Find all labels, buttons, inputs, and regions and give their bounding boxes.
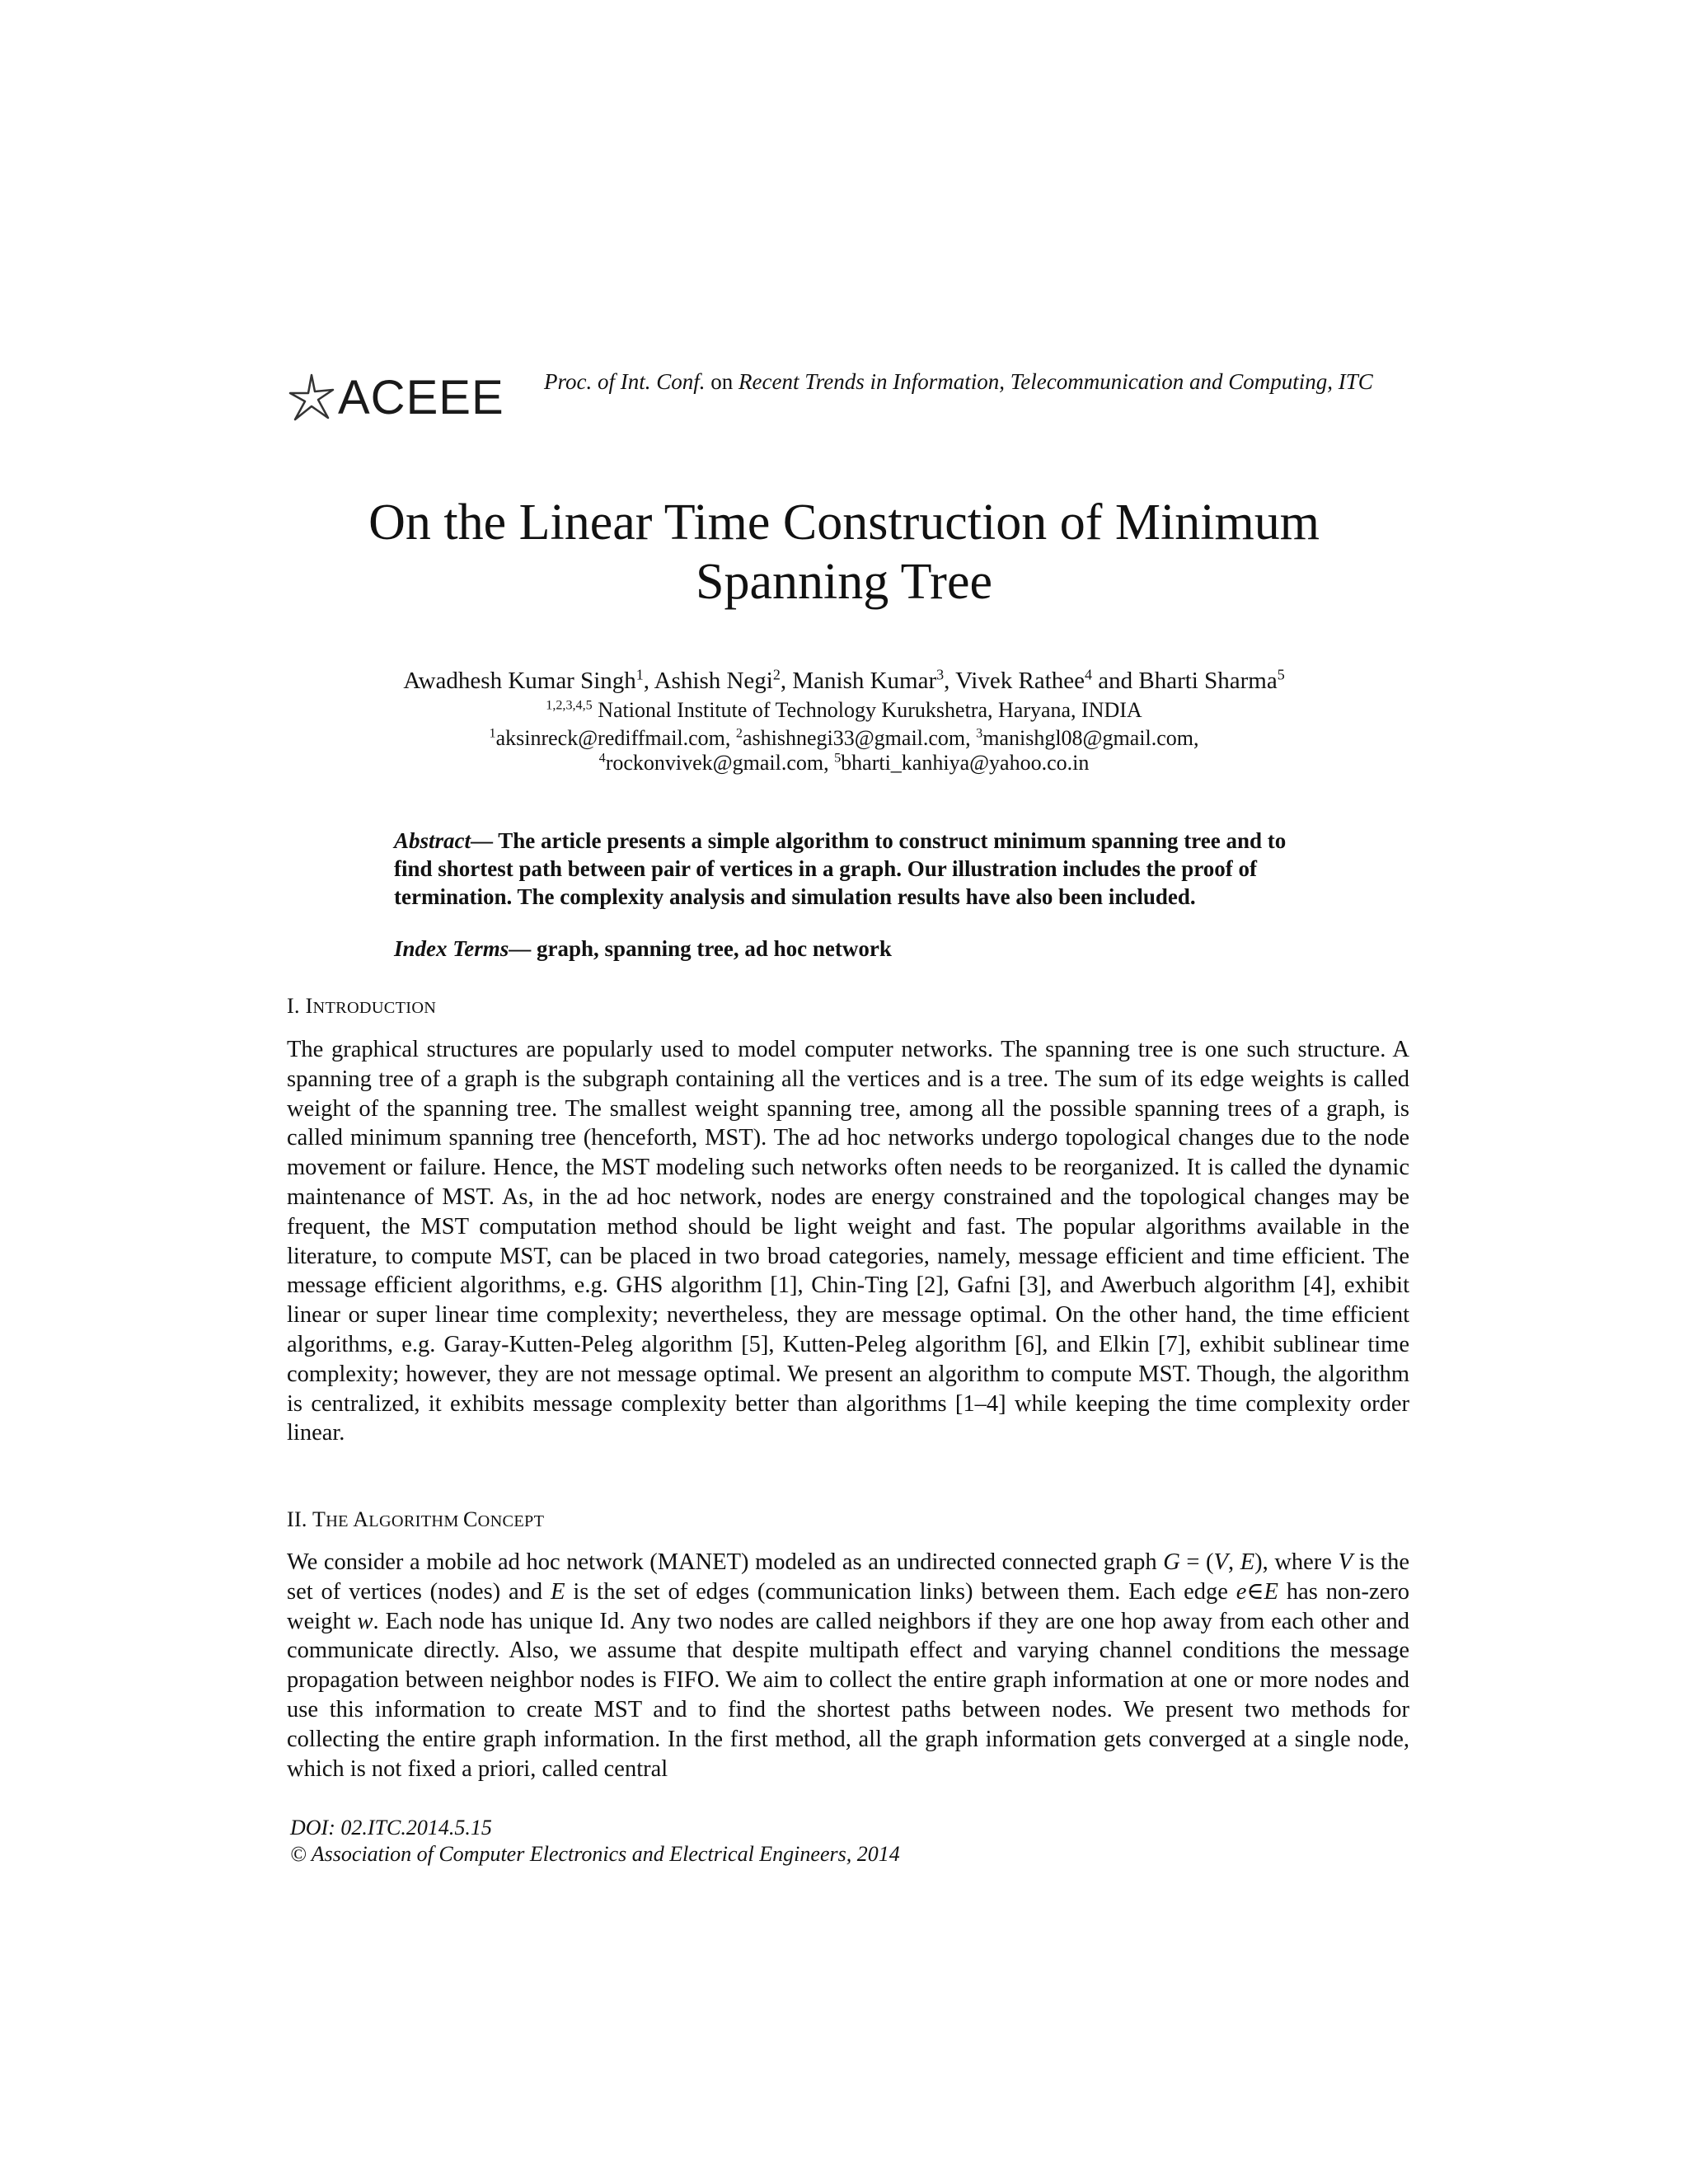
author-sup: 2 [772,666,781,683]
aceee-logo [287,369,504,427]
section-heading-algorithm-concept [287,1507,544,1532]
text-run: = ( [1179,1549,1214,1575]
section-number: II. [287,1507,313,1531]
affiliation-sup: 1,2,3,4,5 [546,698,593,713]
section-number: I. [287,994,306,1018]
author-sep: , [643,668,654,694]
section-title-cap: T [312,1507,326,1531]
author-sup: 1 [635,666,644,683]
section-title-rest: ONCEPT [477,1512,545,1530]
section-title-cap: C [463,1507,478,1531]
text-run: is the set of vertices (nodes) and [287,1549,1410,1605]
text-run: ), where [1254,1549,1339,1575]
email-sup: 2 [735,726,743,741]
email-sup: 1 [489,726,496,741]
math-symbol: G [1163,1549,1180,1575]
proc-suffix: Recent Trends in Information, Telecommunication and Computing, ITC [738,369,1373,394]
affiliation [0,697,1688,724]
star-icon [287,372,336,424]
page-footer [290,1815,900,1868]
author-sup: 4 [1085,666,1092,683]
author-sup: 5 [1277,666,1285,683]
author-name: Manish Kumar [792,668,937,694]
abstract-text: The article presents a simple algorithm to construct minimum spanning tree and to find shortest path between pair of vertices in a graph. Our illustration includes the proof of termination. The complexity analysis and simulation results have also been included. [394,828,1287,909]
math-symbol: V [1213,1549,1228,1575]
text-run: , [1227,1549,1240,1575]
email-sup: 3 [976,726,983,741]
author-sep: , [944,668,956,694]
intro-paragraph: The graphical structures are popularly used to model computer networks. The spanning tree is one such structure. A spanning tree of a graph is the subgraph containing all the vertices and is a tree. The sum of its edge weights is called weight of the spanning tree. The smallest weight spanning tree, among all the possible spanning trees of a graph, is called minimum spanning tree (henceforth, MST). The ad hoc networks undergo topological changes due to the node movement or failure. Hence, the MST modeling such networks often needs to be reorganized. It is called the dynamic maintenance of MST. As, in the ad hoc network, nodes are energy constrained and the topological changes may be frequent, the MST computation method should be light weight and fast. The popular algorithms available in the literature, to compute MST, can be placed in two broad categories, namely, message efficient and time efficient. The message efficient algorithms, e.g. GHS algorithm [1], Chin-Ting [2], Gafni [3], and Awerbuch algorithm [4], exhibit linear or super linear time complexity; nevertheless, they are message optimal. On the other hand, the time efficient algorithms, e.g. Garay-Kutten-Peleg algorithm [5], Kutten-Peleg algorithm [6], and Elkin [7], exhibit sublinear time complexity; however, they are not message optimal. We present an algorithm to compute MST. Though, the algorithm is centralized, it exhibits message complexity better than algorithms [1–4] while keeping the time complexity order linear. [287,1037,1409,1446]
section-heading-introduction [287,994,436,1019]
email-address[interactable]: rockonvivek@gmail.com, [605,751,835,775]
section-title-rest: LGORITHM [368,1512,464,1530]
author-sup: 3 [936,666,945,683]
abstract-dash: — [471,828,499,853]
index-terms [394,935,892,963]
affiliation-text: National Institute of Technology Kurukshetra, Haryana, INDIA [598,698,1142,722]
email-address[interactable]: ashishnegi33@gmail.com, [742,726,977,750]
section-title-rest: HE [326,1512,354,1530]
math-symbol: E [1240,1549,1255,1575]
author-name: Awadhesh Kumar Singh [403,668,636,694]
author-sep: , [780,668,793,694]
math-symbol: E [1264,1578,1278,1605]
email-line-2 [0,750,1688,776]
text-run: has non-zero weight [287,1578,1409,1634]
text-run: is the set of edges (communication links) between them. Each edge [565,1578,1236,1605]
math-symbol: E [551,1578,565,1605]
email-address[interactable]: bharti_kanhiya@yahoo.co.in [841,751,1090,775]
logo-text: ACEEE [338,371,504,424]
math-symbol: w [357,1608,373,1634]
email-address[interactable]: manishgl08@gmail.com, [982,726,1199,750]
proceedings-line [544,369,1373,395]
email-line-1 [0,725,1688,752]
proc-prefix: Proc. of Int. Conf. [544,369,706,394]
section-title-cap: I [305,994,313,1018]
concept-paragraph [287,1548,1409,1783]
author-name: Ashish Negi [654,668,773,694]
copyright: © Association of Computer Electronics and Electrical Engineers, 2014 [290,1842,900,1866]
math-symbol: e [1236,1578,1247,1605]
section-title-rest: NTRODUCTION [312,999,437,1017]
abstract [394,827,1301,911]
index-terms-dash: — [509,936,537,961]
title-line-1: On the Linear Time Construction of Minimum [368,494,1320,551]
text-run: We consider a mobile ad hoc network (MANET) modeled as an undirected connected graph [287,1549,1164,1575]
author-name: Bharti Sharma [1138,668,1278,694]
email-sup: 4 [598,751,606,766]
text-run: . Each node has unique Id. Any two nodes are called neighbors if they are one hop away from each other and communicate directly. Also, we assume that despite multipath effect and varying channel conditions the message propagation between neighbor nodes is FIFO. We aim to collect the entire graph information at one or more nodes and use this information to create MST and to find the shortest paths between nodes. We present two methods for collecting the entire graph information. In the first method, all the graph information gets converged at a single node, which is not fixed a priori, called central [287,1608,1409,1782]
doi: DOI: 02.ITC.2014.5.15 [290,1816,492,1840]
author-list [0,666,1688,696]
math-symbol: ∈ [1246,1578,1264,1605]
index-terms-text: graph, spanning tree, ad hoc network [537,936,892,961]
proc-on: on [710,369,734,394]
author-name: Vivek Rathee [955,668,1085,694]
abstract-label: Abstract [394,828,471,853]
email-sup: 5 [834,751,842,766]
index-terms-label: Index Terms [394,936,509,961]
section-title-cap: A [353,1507,369,1531]
paper-title [0,493,1688,612]
author-sep: and [1092,668,1139,694]
title-line-2: Spanning Tree [696,554,992,610]
math-symbol: V [1338,1549,1353,1575]
email-address[interactable]: aksinreck@rediffmail.com, [495,726,736,750]
